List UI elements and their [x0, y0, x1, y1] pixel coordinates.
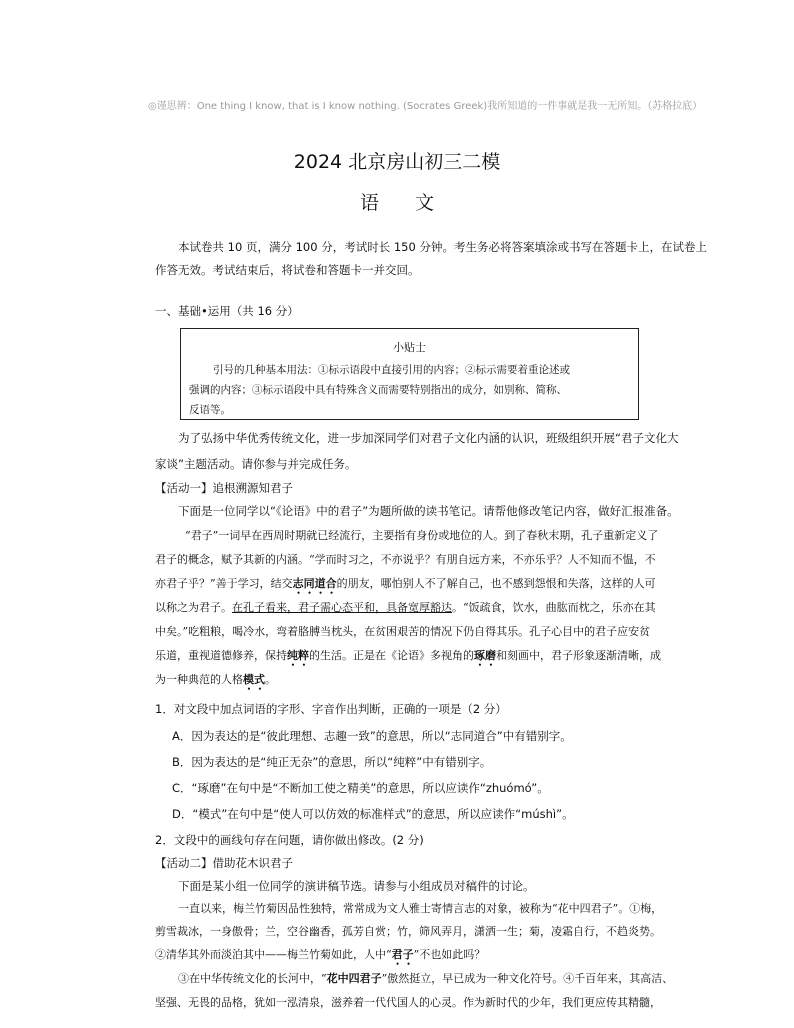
lead-line-2: 家谈”主题活动。请你参与并完成任务。: [155, 457, 357, 471]
exam-title: 2024 北京房山初三二模: [293, 151, 501, 173]
dotted-term-moshi: 模式: [243, 673, 265, 686]
notes-line-4: 以称之为君子。在孔子看来，君子需心态平和，具备宽厚豁达。“饭疏食，饮水，曲肱而枕之，乐亦在其: [155, 601, 656, 614]
notes-line-7: 为一种典范的人格模式。: [155, 673, 276, 686]
subject-title: 语文: [359, 192, 470, 214]
activity2-heading: 【活动二】借助花木识君子: [155, 856, 293, 870]
dotted-term-zhitongdaohe: 志同道合: [292, 577, 337, 590]
tip-line-2: 强调的内容；③标示语段中具有特殊含义而需要特别指出的成分，如别称、简称、: [189, 384, 567, 396]
notes-line-1: “君子”一词早在西周时期就已经流行，主要指有身份或地位的人。到了春秋末期，孔子重新定义了: [185, 529, 659, 542]
notes-line-2: 君子的概念，赋予其新的内涵。“学而时习之，不亦说乎？有朋自远方来，不亦乐乎？人不知而不愠，不: [155, 553, 656, 566]
speech-line-4: ③在中华传统文化的长河中，“花中四君子”傲然挺立，早已成为一种文化符号。④千百年来，其高洁、: [178, 972, 674, 985]
tip-title: 小贴士: [393, 341, 426, 354]
notes-line-6: 乐道，重视道德修养，保持纯粹的生活。正是在《论语》多视角的琢磨和刻画中，君子形象逐渐清晰，成: [155, 649, 661, 662]
speech-line-3: ②清华其外而淡泊其中——梅兰竹菊如此，人中“君子”不也如此吗？: [155, 948, 486, 961]
question-1-option-c: C．“琢磨”在句中是“不断加工使之精美”的意思，所以应读作“zhuómó”。: [172, 781, 549, 795]
intro-line-1: 本试卷共 10 页，满分 100 分，考试时长 150 分钟。考生务必将答案填涂或书写在答题卡上，在试卷上: [178, 240, 707, 254]
watermark-quote: ◎谨思辨：One thing I know, that is I know nothing. (Socrates Greek)我所知道的一件事就是我一无所知。（苏格拉底）: [148, 101, 703, 112]
tip-line-3: 反语等。: [189, 404, 231, 416]
question-2-stem: 2．文段中的画线句存在问题，请你做出修改。(2 分): [155, 833, 424, 847]
dotted-term-zhuomo: 琢磨: [474, 649, 496, 662]
underlined-sentence: 在孔子看来，君子需心态平和，具备宽厚豁达: [232, 601, 452, 614]
intro-line-2: 作答无效。考试结束后，将试卷和答题卡一并交回。: [155, 263, 420, 277]
activity2-desc: 下面是某小组一位同学的演讲稿节选。请参与小组成员对稿件的讨论。: [178, 879, 535, 893]
term-huazhongsijunzi: 花中四君子: [326, 972, 382, 985]
question-1-option-b: B．因为表达的是“纯正无杂”的意思，所以“纯粹”中有错别字。: [172, 755, 492, 769]
notes-line-5: 中矣。”吃粗粮，喝冷水，弯着胳膊当枕头，在贫困艰苦的情况下仍自得其乐。孔子心目中的君子应安贫: [155, 625, 651, 638]
lead-line-1: 为了弘扬中华优秀传统文化，进一步加深同学们对君子文化内涵的认识，班级组织开展“君子文化大: [178, 431, 679, 445]
dotted-term-chuncui: 纯粹: [287, 649, 309, 662]
tip-box: [180, 328, 639, 420]
question-1-stem: 1．对文段中加点词语的字形、字音作出判断，正确的一项是（2 分）: [155, 702, 507, 716]
speech-line-5: 坚强、无畏的品格，犹如一泓清泉，滋养着一代代国人的心灵。作为新时代的少年，我们更应传其精髓，: [155, 996, 661, 1009]
question-1-option-a: A．因为表达的是“彼此理想、志趣一致”的意思，所以“志同道合”中有错别字。: [172, 729, 572, 743]
tip-line-1: 引号的几种基本用法：①标示语段中直接引用的内容；②标示需要着重论述或: [213, 364, 570, 376]
section-heading: 一、基础•运用（共 16 分）: [155, 304, 299, 318]
activity1-heading: 【活动一】追根溯源知君子: [155, 481, 293, 495]
speech-line-2: 剪雪裁冰，一身傲骨；兰，空谷幽香，孤芳自赏；竹，筛风弄月，潇洒一生；菊，凌霜自行，不趋炎势。: [155, 925, 661, 938]
activity1-desc: 下面是一位同学以“《论语》中的君子”为题所做的读书笔记。请帮他修改笔记内容，做好汇报准备。: [178, 504, 679, 518]
dotted-term-junzi: 君子: [391, 948, 414, 961]
speech-line-1: 一直以来，梅兰竹菊因品性独特，常常成为文人雅士寄情言志的对象，被称为“花中四君子”。①梅，: [178, 902, 663, 915]
question-1-option-d: D．“模式”在句中是“使人可以仿效的标准样式”的意思，所以应读作“múshì”。: [172, 807, 574, 821]
notes-line-3: 亦君子乎？”善于学习，结交志同道合的朋友，哪怕别人不了解自己，也不感到怨恨和失落，这样的人可: [155, 577, 656, 590]
